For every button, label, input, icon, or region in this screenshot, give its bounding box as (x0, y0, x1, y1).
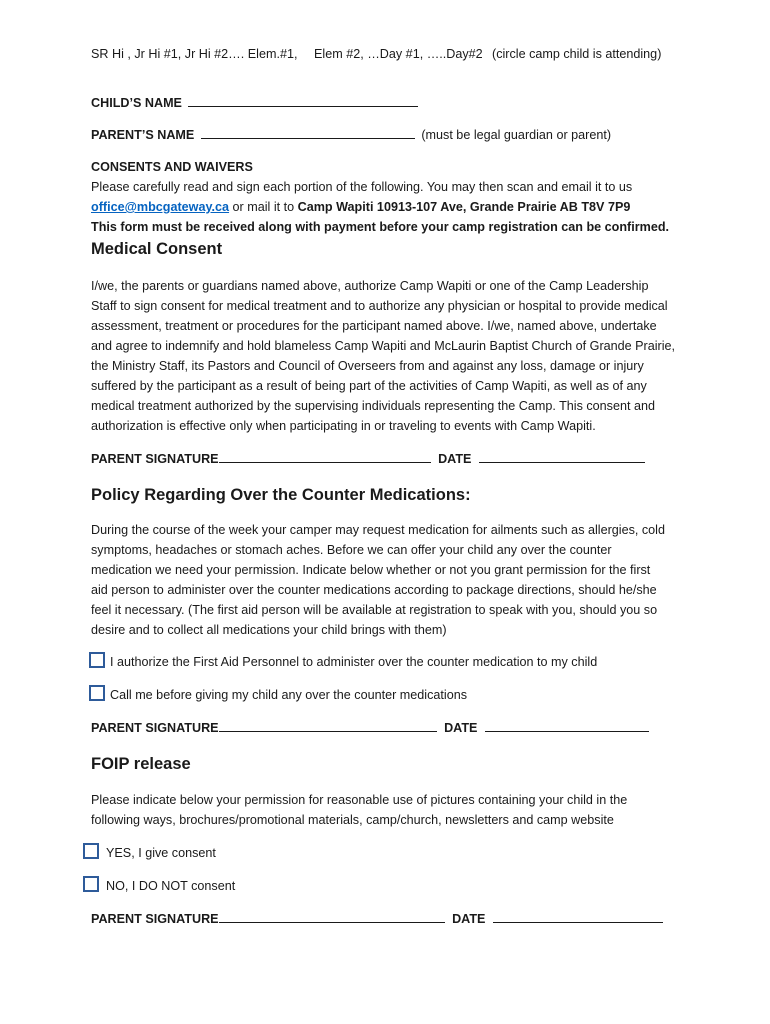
authorize-otc-label: I authorize the First Aid Personnel to administer over the counter medication to my child (110, 655, 598, 669)
otc-policy-text (91, 520, 665, 640)
signature-field-otc[interactable] (219, 720, 437, 732)
authorize-otc-checkbox[interactable] (89, 652, 105, 668)
foip-yes-label: YES, I give consent (106, 846, 216, 860)
signature-row-otc (91, 720, 649, 735)
date-label: DATE (444, 721, 478, 735)
consents-title: CONSENTS AND WAIVERS (91, 160, 253, 174)
signature-label: PARENT SIGNATURE (91, 912, 219, 926)
signature-field-foip[interactable] (219, 911, 445, 923)
otc-policy-line: medication we need your permission. Indicate below whether or not you grant permission for the first (91, 563, 651, 577)
parent-name-row (91, 127, 611, 142)
medical-consent-line: I/we, the parents or guardians named above, authorize Camp Wapiti or one of the Camp Leadership (91, 279, 649, 293)
date-field-otc[interactable] (485, 720, 649, 732)
otc-policy-line: During the course of the week your camper may request medication for ailments such as allergies, cold (91, 523, 665, 537)
child-name-row (91, 95, 418, 110)
signature-field-medical[interactable] (219, 451, 431, 463)
call-me-label: Call me before giving my child any over the counter medications (110, 688, 467, 702)
camp-days[interactable]: Elem #2, …Day #1, …..Day#2 (314, 47, 483, 61)
email-link[interactable]: office@mbcgateway.ca (91, 200, 230, 214)
mailing-address: Camp Wapiti 10913-107 Ave, Grande Prairie AB T8V 7P9 (297, 200, 631, 214)
medical-consent-line: the Ministry Staff, its Pastors and Council of Overseers from and against any loss, damage or injury (91, 359, 644, 373)
medical-consent-line: medical treatment authorized by the supervising individuals representing the Camp. This consent and (91, 399, 656, 413)
signature-row-foip (91, 911, 663, 926)
medical-consent-line: assessment, treatment or procedures for the participant named above. I/we, named above, undertake (91, 319, 657, 333)
consents-deadline: This form must be received along with payment before your camp registration can be confirmed. (91, 220, 670, 234)
consents-contact (91, 197, 669, 217)
parent-name-note: (must be legal guardian or parent) (421, 128, 612, 142)
call-me-checkbox[interactable] (89, 685, 105, 701)
medical-consent-heading: Medical Consent (91, 240, 223, 258)
otc-policy-line: symptoms, headaches or stomach aches. Before we can offer your child any over the counter (91, 543, 612, 557)
foip-line: Please indicate below your permission for reasonable use of pictures containing your child in the (91, 793, 628, 807)
camp-levels[interactable]: SR Hi , Jr Hi #1, Jr Hi #2…. Elem.#1, (91, 47, 298, 61)
foip-no-label: NO, I DO NOT consent (106, 879, 236, 893)
signature-label: PARENT SIGNATURE (91, 721, 219, 735)
signature-label: PARENT SIGNATURE (91, 452, 219, 466)
mail-prefix: or mail it to (229, 200, 298, 214)
medical-consent-line: Staff to sign consent for medical treatment and to authorize any physician or hospital to provide medical (91, 299, 668, 313)
consents-instructions: Please carefully read and sign each portion of the following. You may then scan and email it to us (91, 180, 633, 194)
date-field-foip[interactable] (493, 911, 663, 923)
foip-yes-checkbox[interactable] (83, 843, 99, 859)
foip-heading: FOIP release (91, 755, 191, 773)
medical-consent-text (91, 276, 675, 436)
child-name-label: CHILD’S NAME (91, 96, 182, 110)
date-field-medical[interactable] (479, 451, 645, 463)
parent-name-field[interactable] (201, 127, 415, 139)
medical-consent-line: and agree to indemnify and hold blameless Camp Wapiti and McLaurin Baptist Church of Grande Prairie, (91, 339, 676, 353)
otc-policy-line: desire and to collect all medications your child brings with them) (91, 623, 447, 637)
consents-section (91, 157, 669, 237)
date-label: DATE (452, 912, 486, 926)
otc-policy-line: aid person to administer over the counter medications according to package directions, should he/she (91, 583, 657, 597)
medical-consent-line: authorization is effective only when participating in or traveling to events with Camp Wapiti. (91, 419, 596, 433)
child-name-field[interactable] (188, 95, 418, 107)
otc-policy-heading: Policy Regarding Over the Counter Medications: (91, 486, 471, 504)
medical-consent-line: suffered by the participant as a result of being part of the activities of Camp Wapiti, as well as of any (91, 379, 647, 393)
foip-line: following ways, brochures/promotional materials, camp/church, newsletters and camp website (91, 813, 614, 827)
signature-row-medical (91, 451, 645, 466)
camp-circle-note: (circle camp child is attending) (492, 47, 662, 61)
date-label: DATE (438, 452, 472, 466)
otc-policy-line: feel it necessary. (The first aid person will be available at registration to speak with you, should you so (91, 603, 658, 617)
foip-no-checkbox[interactable] (83, 876, 99, 892)
parent-name-label: PARENT’S NAME (91, 128, 195, 142)
foip-text (91, 790, 627, 830)
